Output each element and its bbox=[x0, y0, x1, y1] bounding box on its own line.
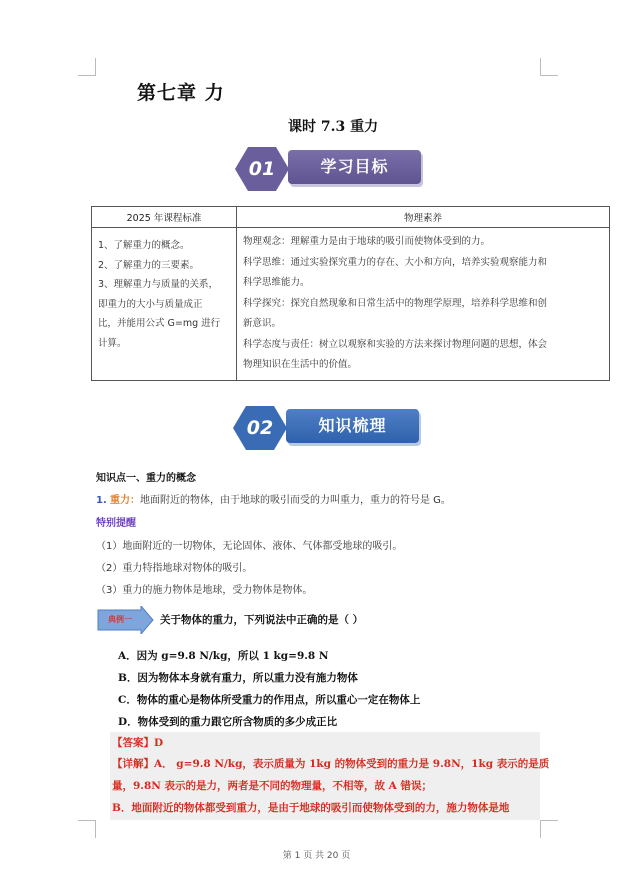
tip-title: 特别提醒 bbox=[96, 518, 136, 529]
literacy-line: 物理观念：理解重力是由于地球的吸引而使物体受到的力。 bbox=[243, 236, 491, 247]
literacy-line: 科学思维能力。 bbox=[243, 277, 310, 288]
standard-line: 1、了解重力的概念。 bbox=[98, 240, 190, 251]
explanation-line: B．地面附近的物体都受到重力，是由于地球的吸引而使物体受到的力，施力物体是地 bbox=[112, 802, 510, 814]
literacy-line: 科学思维：通过实验探究重力的存在、大小和方向，培养实验观察能力和 bbox=[243, 256, 548, 268]
standard-line: 比，并能用公式 G=mg 进行 bbox=[98, 318, 221, 329]
crop-mark-top-left bbox=[78, 58, 96, 76]
standards-table bbox=[91, 206, 610, 381]
crop-mark-top-right bbox=[540, 58, 558, 76]
standard-line: 即重力的大小与质量成正 bbox=[98, 298, 203, 310]
section-number: 01 bbox=[248, 158, 276, 180]
literacy-line: 科学态度与责任：树立以观察和实验的方法来探讨物理问题的思想，体会 bbox=[243, 338, 548, 350]
definition-text: 地面附近的物体，由于地球的吸引而受的力叫重力，重力的符号是 G。 bbox=[139, 495, 451, 506]
tip-item: （1）地面附近的一切物体，无论固体、液体、气体都受地球的吸引。 bbox=[96, 541, 403, 552]
chapter-title: 第七章 力 bbox=[137, 82, 225, 104]
option-b: B．因为物体本身就有重力，所以重力没有施力物体 bbox=[118, 672, 358, 684]
explanation-line: 量，9.8N 表示的是力，两者是不同的物理量，不相等，故 A 错误； bbox=[112, 780, 432, 792]
example-question: 关于物体的重力，下列说法中正确的是（ ） bbox=[160, 614, 364, 626]
answer-text: 【答案】D bbox=[112, 737, 164, 749]
explanation-line: 【详解】A． g=9.8 N/kg，表示质量为 1kg 的物体受到的重力是 9.8N，1kg 表示的是质 bbox=[112, 758, 550, 770]
option-d: D．物体受到的重力跟它所含物质的多少成正比 bbox=[118, 716, 338, 728]
table-header-literacy: 物理素养 bbox=[237, 207, 610, 228]
option-a: A．因为 g=9.8 N/kg，所以 1 kg=9.8 N bbox=[118, 650, 329, 662]
table-header-standard: 2025 年课程标准 bbox=[92, 207, 237, 228]
crop-mark-bottom-left bbox=[78, 820, 96, 838]
gravity-definition bbox=[96, 491, 451, 506]
standard-line: 2、了解重力的三要素。 bbox=[98, 259, 200, 271]
literacy-cell bbox=[237, 228, 610, 381]
section-title: 知识梳理 bbox=[286, 409, 419, 443]
option-c: C．物体的重心是物体所受重力的作用点，所以重心一定在物体上 bbox=[118, 694, 421, 706]
standard-line: 计算。 bbox=[98, 337, 127, 349]
definition-number: 1. bbox=[96, 495, 107, 506]
literacy-line: 物理知识在生活中的价值。 bbox=[243, 359, 358, 370]
section-title: 学习目标 bbox=[288, 150, 421, 184]
literacy-line: 新意识。 bbox=[243, 318, 282, 329]
standard-line: 3、理解重力与质量的关系， bbox=[98, 279, 219, 290]
definition-term: 重力： bbox=[109, 495, 140, 506]
page-footer: 第 1 页 共 20 页 bbox=[282, 851, 351, 861]
standards-cell bbox=[92, 228, 237, 381]
literacy-line: 科学探究：探究自然现象和日常生活中的物理学原理，培养科学思维和创 bbox=[243, 297, 548, 309]
section-number: 02 bbox=[246, 417, 274, 439]
crop-mark-bottom-right bbox=[540, 820, 558, 838]
tip-item: （2）重力特指地球对物体的吸引。 bbox=[96, 563, 253, 574]
tip-item: （3）重力的施力物体是地球，受力物体是物体。 bbox=[96, 585, 313, 596]
example-label: 典例一 bbox=[108, 615, 132, 624]
knowledge-point-title: 知识点一、重力的概念 bbox=[96, 473, 196, 484]
lesson-title: 课时 7.3 重力 bbox=[288, 119, 379, 135]
